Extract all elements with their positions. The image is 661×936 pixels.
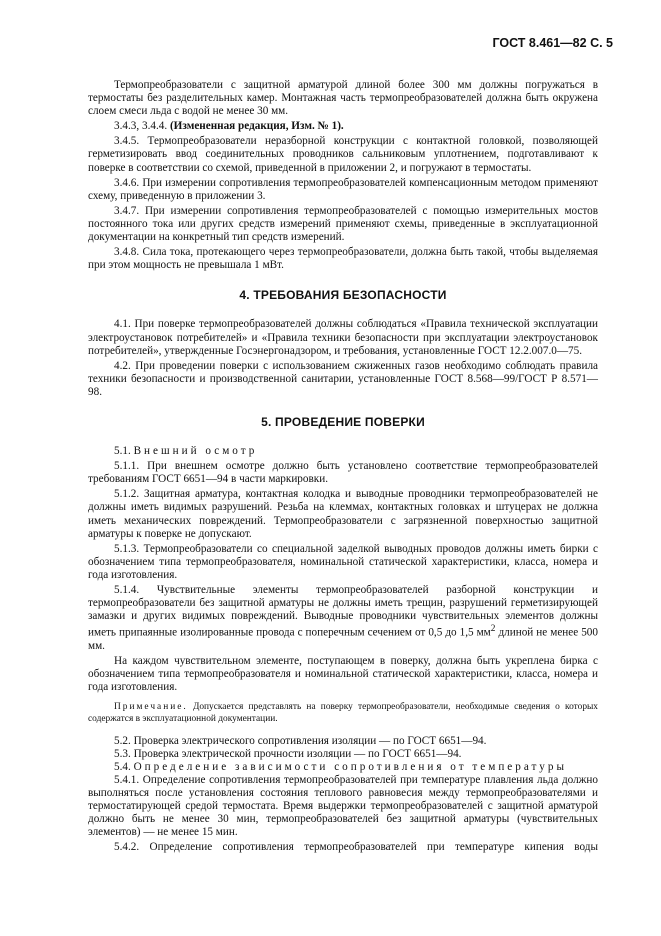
subsection-title: 5.4. Определение зависимости сопротивления от температуры xyxy=(114,760,567,773)
paragraph: 3.4.6. При измерении сопротивления термопреобразователей компенсационным методом применяют схему, приведенную в приложении 3. xyxy=(88,176,598,202)
paragraph: 3.4.5. Термопреобразователи неразборной конструкции с контактной головкой, позволяющей герметизировать ввод соединительных проводников сальниковым уплотнением, подготавливают к поверке в соответствии со схемой, приведенной в приложении 2, и погружают в термостаты. xyxy=(88,135,598,174)
paragraph: 5.1.2. Защитная арматура, контактная колодка и выводные проводники термопреобразователей не должны иметь видимых разрушений. Резьба на клеммах, контактных головках и штуцерах не должна иметь механических повреждений. Термопреобразователи с загрязненной поверхностью защитной арматуры к поверке не допускают. xyxy=(88,488,598,540)
page-header: ГОСТ 8.461—82 С. 5 xyxy=(492,36,613,50)
paragraph: 3.4.8. Сила тока, протекающего через термопреобразователи, должна быть такой, чтобы выделяемая при этом мощность не превышала 1 мВт. xyxy=(88,246,598,272)
paragraph: 5.4.1. Определение сопротивления термопреобразователей при температуре плавления льда должно выполняться после установления состояния теплового равновесия между термопреобразователями и термостатирующей средой термостата. Время выдержки термопреобразователей с защитной арматурой должно быть не менее 30 мин, термопреобразователей без защитной арматуры (чувствительных элементов) — не менее 15 мин. xyxy=(88,773,598,839)
paragraph: 5.2. Проверка электрического сопротивления изоляции — по ГОСТ 6651—94. xyxy=(114,734,487,747)
paragraph-amendment: 3.4.3, 3.4.4. (Измененная редакция, Изм. № 1). xyxy=(114,120,344,133)
note-label: Примечание. xyxy=(114,702,188,713)
subsection-title: 5.1. Внешний осмотр xyxy=(114,445,258,458)
paragraph: 5.1.4. Чувствительные элементы термопреобразователей разборной конструкции и термопреобразователи без защитной арматуры не должны иметь трещин, разрушений герметизирующей замазки и других видимых повреждений. Выводные проводники чувствительных элементов должны иметь припаянные изолированные провода с поперечным сечением от 0,5 до 1,5 $мм^2$ длиной не менее 500 мм. xyxy=(88,584,598,653)
note: Примечание. Допускается представлять на поверку термопреобразователи, необходимые сведения о которых содержатся в эксплуатационной документации. xyxy=(88,702,598,725)
amendment-note: (Измененная редакция, Изм. № 1). xyxy=(169,120,344,133)
paragraph: 5.1.3. Термопреобразователи со специальной заделкой выводных проводов должны иметь бирки с обозначением типа термопреобразователя, номинальной статической характеристики, класса, номера и года изготовления. xyxy=(88,542,598,581)
paragraph: На каждом чувствительном элементе, поступающем в поверку, должна быть укреплена бирка с обозначением типа термопреобразователя и номинальной статической характеристики, класса, номера и года изготовления. xyxy=(88,655,598,694)
paragraph: 4.2. При проведении поверки с использованием сжиженных газов необходимо соблюдать правила техники безопасности и производственной санитарии, установленные ГОСТ 8.568—99/ГОСТ Р 8.571—98. xyxy=(88,359,598,398)
section-heading-verification: 5. ПРОВЕДЕНИЕ ПОВЕРКИ xyxy=(261,414,425,429)
paragraph: 4.1. При поверке термопреобразователей должны соблюдаться «Правила технической эксплуатации электроустановок потребителей» и «Правила техники безопасности при эксплуатации электроустановок потребителей», утвержденные Госэнергонадзором, и требования, установленные ГОСТ 12.2.007.0—75. xyxy=(88,318,598,357)
paragraph: Термопреобразователи с защитной арматурой длиной более 300 мм должны погружаться в термостаты без разделительных камер. Монтажная часть термопреобразователей должна быть окружена слоем смеси льда с водой не менее 30 мм. xyxy=(88,79,598,118)
paragraph: 5.4.2. Определение сопротивления термопреобразователей при температуре кипения воды xyxy=(114,841,598,854)
paragraph: 5.1.1. При внешнем осмотре должно быть установлено соответствие термопреобразователей требованиям ГОСТ 6651—94 в части маркировки. xyxy=(88,460,598,486)
section-heading-safety: 4. ТРЕБОВАНИЯ БЕЗОПАСНОСТИ xyxy=(239,288,447,303)
document-body xyxy=(88,79,598,855)
paragraph: 3.4.7. При измерении сопротивления термопреобразователей с помощью измерительных мостов постоянного тока или других средств измерений применяют схемы, приведенные в эксплуатационной документации на конкретный тип средств измерений. xyxy=(88,204,598,244)
paragraph: 5.3. Проверка электрической прочности изоляции — по ГОСТ 6651—94. xyxy=(114,747,462,760)
